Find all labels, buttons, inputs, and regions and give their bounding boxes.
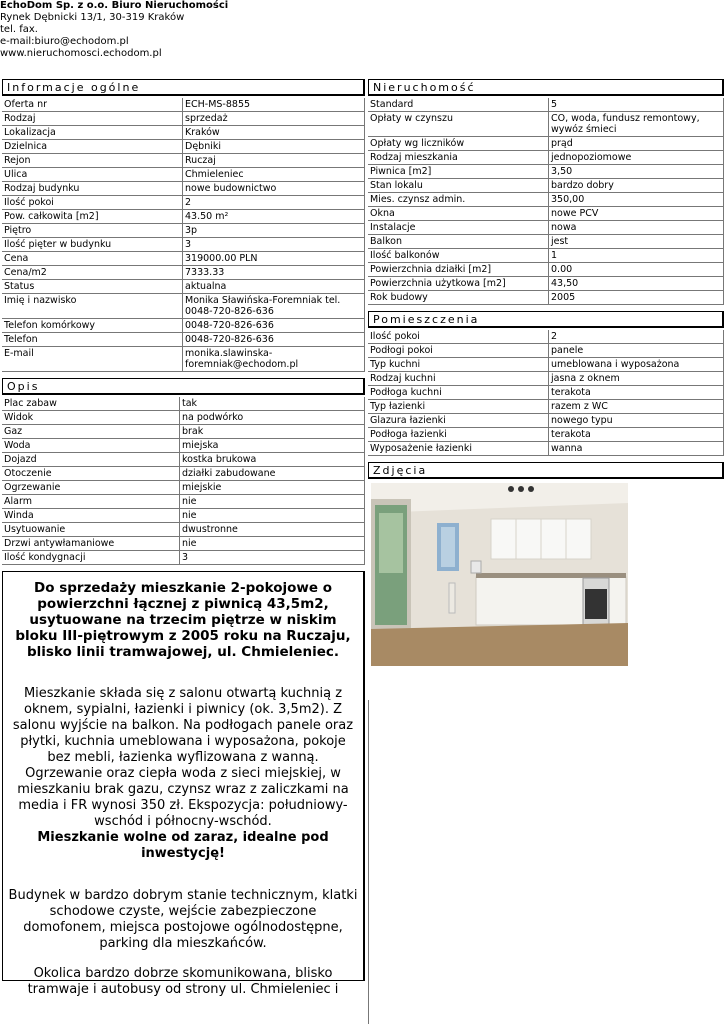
general-info-row-label: Rejon [2,154,183,168]
company-address: Rynek Dębnicki 13/1, 30-319 Kraków [0,12,185,23]
description-row [2,509,365,523]
property-row-value: jest [549,235,724,249]
general-info-row [2,347,365,372]
description-row [2,425,365,439]
description-row-label: Dojazd [2,453,180,467]
general-info-section [2,79,365,372]
description-row-value: miejskie [180,481,365,495]
description-row-label: Woda [2,439,180,453]
rooms-row [368,330,724,344]
right-column-border [368,700,370,1024]
description-row-label: Winda [2,509,180,523]
property-row-label: Rok budowy [368,291,549,305]
general-info-row-value: ECH-MS-8855 [183,98,365,112]
property-row-label: Okna [368,207,549,221]
general-info-row-label: Ilość pięter w budynku [2,238,183,252]
property-row-value: nowe PCV [549,207,724,221]
rooms-row [368,428,724,442]
agency-header [0,0,228,60]
general-info-row-label: Rodzaj budynku [2,182,183,196]
description-text-box [2,571,365,997]
description-row-value: tak [180,397,365,411]
property-row [368,98,724,112]
right-column [368,79,724,672]
kitchen-photo-image [371,483,628,666]
description-row [2,537,365,551]
general-info-row [2,154,365,168]
property-row-value: jednopoziomowe [549,151,724,165]
property-row [368,112,724,137]
general-info-row-label: Rodzaj [2,112,183,126]
property-row-label: Piwnica [m2] [368,165,549,179]
property-row-label: Instalacje [368,221,549,235]
property-row-value: prąd [549,137,724,151]
property-row-label: Opłaty w czynszu [368,112,549,137]
description-row [2,467,365,481]
description-paragraph-1-text: Mieszkanie składa się z salonu otwartą kuchnią z oknem, sypialni, łazienki i piwnicy (ok. 3,5m2). Z salonu wyjście na balkon. Na podłogach panele oraz płytki, kuchnia umeblowana i wyposażona, pokoje bez mebli, łazienka wyflizowana z wanną. Ogrzewanie oraz ciepła woda z sieci miejskiej, w mieszkaniu brak gazu, czynsz wraz z zaliczkami na media i FR wynosi 350 zł. Ekspozycja: południowy-wschód i północny-wschód. [12,686,354,829]
rooms-row-label: Wyposażenie łazienki [368,442,549,456]
company-name: EchoDom Sp. z o.o. Biuro Nieruchomości [0,0,229,11]
property-table [368,98,724,305]
general-info-row-value: nowe budownictwo [183,182,365,196]
general-info-row-label: Telefon [2,333,183,347]
rooms-row-label: Podłoga łazienki [368,428,549,442]
general-info-row [2,112,365,126]
property-row-label: Mies. czynsz admin. [368,193,549,207]
property-row [368,221,724,235]
property-row-value: bardzo dobry [549,179,724,193]
property-row [368,249,724,263]
property-row-value: 43,50 [549,277,724,291]
property-row-label: Rodzaj mieszkania [368,151,549,165]
general-info-row-label: Status [2,280,183,294]
description-row-value: brak [180,425,365,439]
rooms-row-value: nowego typu [549,414,724,428]
general-info-row [2,168,365,182]
general-info-row-value: 2 [183,196,365,210]
description-row-label: Plac zabaw [2,397,180,411]
description-row [2,411,365,425]
rooms-title: Pomieszczenia [368,311,724,328]
description-section [2,378,365,565]
description-row [2,481,365,495]
company-email[interactable]: e-mail:biuro@echodom.pl [0,36,129,47]
general-info-row [2,280,365,294]
rooms-row-value: razem z WC [549,400,724,414]
rooms-row-value: jasna z oknem [549,372,724,386]
general-info-row-value: 7333.33 [183,266,365,280]
property-row-label: Standard [368,98,549,112]
general-info-row-label: Cena [2,252,183,266]
general-info-row-value: Ruczaj [183,154,365,168]
property-row [368,193,724,207]
photos-title: Zdjęcia [368,462,724,479]
description-headline: Do sprzedaży mieszkanie 2-pokojowe o powierzchni łącznej z piwnicą 43,5m2, usytuowane na trzecim piętrze w niskim bloku III-piętrowym z 2005 roku na Ruczaju, blisko linii tramwajowej, ul. Chmieleniec. [15,580,351,660]
description-paragraph-1-bold: Mieszkanie wolne od zaraz, idealne pod inwestycję! [37,830,329,861]
rooms-row-label: Typ kuchni [368,358,549,372]
company-tel: tel. fax. [0,24,38,35]
property-row-label: Powierzchnia użytkowa [m2] [368,277,549,291]
rooms-row [368,372,724,386]
general-info-row-label: E-mail [2,347,183,372]
description-paragraph-2: Budynek w bardzo dobrym stanie technicznym, klatki schodowe czyste, wejście zabezpieczone domofonem, miejsca postojowe ogólnodostępne, parking dla mieszkańców. [8,888,358,951]
property-row [368,207,724,221]
general-info-row-label: Ulica [2,168,183,182]
rooms-row-label: Podłogi pokoi [368,344,549,358]
property-row [368,137,724,151]
left-column [2,79,365,997]
property-row-label: Balkon [368,235,549,249]
description-row [2,397,365,411]
description-row-value: działki zabudowane [180,467,365,481]
description-row-label: Ogrzewanie [2,481,180,495]
description-row-value: nie [180,495,365,509]
general-info-row [2,252,365,266]
general-info-row [2,319,365,333]
general-info-row-value: Dębniki [183,140,365,154]
property-row-value: 0.00 [549,263,724,277]
general-info-row-value: 43.50 m² [183,210,365,224]
general-info-row-value: 3 [183,238,365,252]
property-row [368,179,724,193]
property-row-value: 350,00 [549,193,724,207]
general-info-row [2,196,365,210]
property-row [368,291,724,305]
property-row-label: Stan lokalu [368,179,549,193]
company-website[interactable]: www.nieruchomosci.echodom.pl [0,48,162,59]
property-row [368,165,724,179]
property-row-value: CO, woda, fundusz remontowy, wywóz śmieci [549,112,724,137]
description-row [2,495,365,509]
rooms-table [368,330,724,456]
general-info-row-label: Oferta nr [2,98,183,112]
rooms-row [368,358,724,372]
description-row-label: Ilość kondygnacji [2,551,180,565]
general-info-row [2,98,365,112]
rooms-row-label: Glazura łazienki [368,414,549,428]
property-row-value: nowa [549,221,724,235]
property-row-label: Ilość balkonów [368,249,549,263]
general-info-row-label: Imię i nazwisko [2,294,183,319]
rooms-row-value: wanna [549,442,724,456]
property-row [368,263,724,277]
description-paragraph-3: Okolica bardzo dobrze skomunikowana, blisko tramwaje i autobusy od strony ul. Chmieleniec i [27,966,339,997]
description-row-label: Usytuowanie [2,523,180,537]
general-info-row [2,126,365,140]
property-row-label: Opłaty wg liczników [368,137,549,151]
kitchen-photo[interactable] [371,483,628,666]
rooms-row [368,400,724,414]
rooms-row-label: Podłoga kuchni [368,386,549,400]
property-section [368,79,724,305]
property-row [368,235,724,249]
rooms-row-label: Ilość pokoi [368,330,549,344]
general-info-row [2,238,365,252]
property-row-value: 5 [549,98,724,112]
general-info-row-label: Ilość pokoi [2,196,183,210]
general-info-row-value: 0048-720-826-636 [183,319,365,333]
general-info-row-label: Pow. całkowita [m2] [2,210,183,224]
description-row-value: kostka brukowa [180,453,365,467]
description-row-label: Otoczenie [2,467,180,481]
general-info-row [2,210,365,224]
rooms-row [368,414,724,428]
description-row [2,551,365,565]
description-row-value: nie [180,537,365,551]
photos-section [368,462,724,666]
rooms-row-value: terakota [549,428,724,442]
property-row [368,277,724,291]
general-info-row [2,294,365,319]
property-row-value: 1 [549,249,724,263]
description-row-value: miejska [180,439,365,453]
general-info-row-value: Chmieleniec [183,168,365,182]
description-row-label: Gaz [2,425,180,439]
general-info-row [2,182,365,196]
description-row-value: 3 [180,551,365,565]
general-info-row-value: 0048-720-826-636 [183,333,365,347]
rooms-row-label: Typ łazienki [368,400,549,414]
rooms-row-value: umeblowana i wyposażona [549,358,724,372]
general-info-title: Informacje ogólne [2,79,365,96]
general-info-row-value: 3p [183,224,365,238]
property-row-value: 2005 [549,291,724,305]
general-info-row [2,140,365,154]
general-info-row-value: Kraków [183,126,365,140]
general-info-row-label: Cena/m2 [2,266,183,280]
description-row [2,523,365,537]
rooms-row [368,386,724,400]
property-title: Nieruchomość [368,79,724,96]
general-info-row-label: Piętro [2,224,183,238]
general-info-row-value: aktualna [183,280,365,294]
description-row [2,453,365,467]
general-info-row [2,333,365,347]
rooms-section [368,311,724,456]
rooms-row-value: panele [549,344,724,358]
description-row-value: dwustronne [180,523,365,537]
general-info-row-label: Telefon komórkowy [2,319,183,333]
general-info-row-label: Lokalizacja [2,126,183,140]
rooms-row-value: terakota [549,386,724,400]
property-row [368,151,724,165]
description-row-value: nie [180,509,365,523]
property-row-value: 3,50 [549,165,724,179]
rooms-row-value: 2 [549,330,724,344]
rooms-row [368,442,724,456]
general-info-row [2,266,365,280]
description-row-label: Drzwi antywłamaniowe [2,537,180,551]
rooms-row [368,344,724,358]
description-row-label: Widok [2,411,180,425]
general-info-row-label: Dzielnica [2,140,183,154]
property-row-label: Powierzchnia działki [m2] [368,263,549,277]
description-title: Opis [2,378,365,395]
general-info-row-value: sprzedaż [183,112,365,126]
description-row-label: Alarm [2,495,180,509]
general-info-table [2,98,365,372]
general-info-row-value: 319000.00 PLN [183,252,365,266]
general-info-row-value: Monika Sławińska-Foremniak tel. 0048-720-826-636 [183,294,365,319]
rooms-row-label: Rodzaj kuchni [368,372,549,386]
description-row [2,439,365,453]
description-table [2,397,365,565]
description-paragraph-1 [7,686,359,862]
general-info-row [2,224,365,238]
general-info-row-value: monika.slawinska-foremniak@echodom.pl [183,347,365,372]
description-row-value: na podwórko [180,411,365,425]
